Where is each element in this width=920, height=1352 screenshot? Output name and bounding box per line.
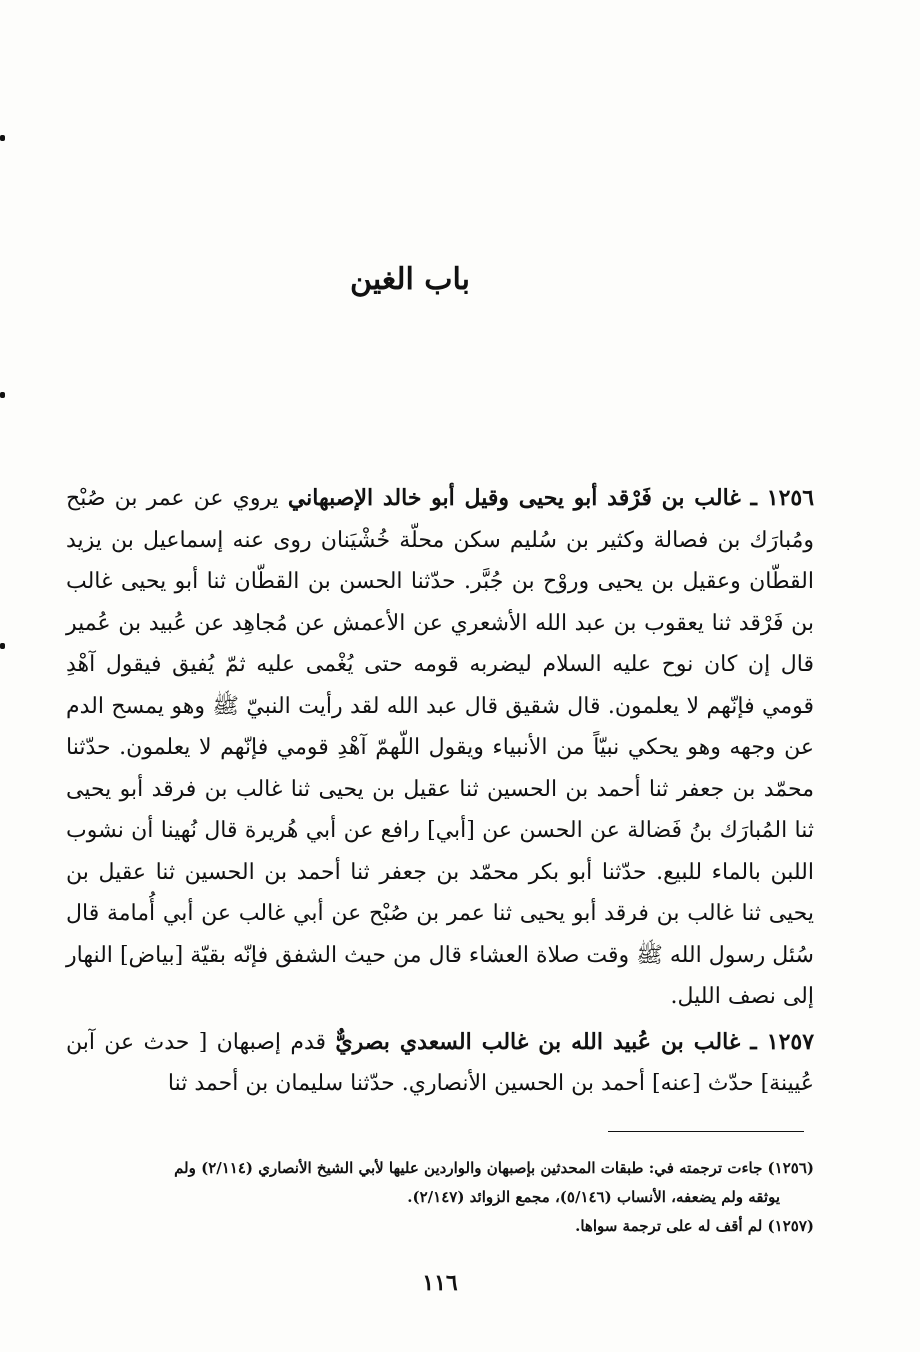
footnote-line: يوثقه ولم يضعفه، الأنساب (٥/١٤٦)، مجمع الزوائد (٢/١٤٧). — [407, 1188, 780, 1206]
footnote-line: (١٢٥٦) جاءت ترجمته في: طبقات المحدثين بإصبهان والواردين عليها لأبي الشيخ الأنصاري (٢/١١٤) ولم — [174, 1159, 814, 1177]
footnote-divider — [608, 1131, 804, 1132]
entry-body: قدم إصبهان [ حدث عن آبن عُيينة] حدّث [عنه] أحمد بن الحسين الأنصاري. حدّثنا سليمان بن أحمد ثنا — [66, 1029, 814, 1096]
chapter-title: باب الغين — [349, 262, 470, 297]
footnotes — [66, 1154, 814, 1241]
entry — [66, 1022, 814, 1105]
footnote-line: (١٢٥٧) لم أقف له على ترجمة سواها. — [575, 1217, 814, 1235]
entry — [66, 478, 814, 1018]
footnote — [66, 1154, 814, 1212]
entry-heading: ١٢٥٦ ـ غالب بن فَرْقد أبو يحيى وقيل أبو خالد الإصبهاني — [287, 485, 815, 511]
margin-mark — [0, 392, 5, 398]
entry-body: يروي عن عمر بن صُبْح ومُبارَك بن فصالة وكثير بن سُليم سكن محلّة خُشْيَنان روى عنه إسماعيل بن يزيد القطّان وعقيل بن يحيى وروْح بن جُبَّر. حدّثنا الحسن بن القطّان ثنا أبو يحيى غالب بن فَرْقد ثنا يعقوب بن عبد الله الأشعري عن الأعمش عن مُجاهِد عن عُبيد بن عُمير قال إن كان نوح عليه السلام ليضربه قومه حتى يُغْمى عليه ثمّ يُفيق فيقول آهْدِ قومي فإنّهم لا يعلمون. قال شقيق قال عبد الله لقد رأيت النبيّ ﷺ وهو يمسح الدم عن وجهه وهو يحكي نبيّاً من الأنبياء ويقول اللّهمّ آهْدِ قومي فإنّهم لا يعلمون. حدّثنا محمّد بن جعفر ثنا أحمد بن الحسين ثنا عقيل بن يحيى ثنا غالب بن فرقد أبو يحيى ثنا المُبارَك بنُ فَضالة عن الحسن عن [أبي] رافع عن أبي هُريرة قال نُهينا أن نشوب اللبن بالماء للبيع. حدّثنا أبو بكر محمّد بن جعفر ثنا أحمد بن الحسين ثنا عقيل بن يحيى ثنا غالب بن فرقد أبو يحيى ثنا عمر بن صُبْح عن أبي غالب عن أبي أُمامة قال سُئل رسول الله ﷺ وقت صلاة العشاء قال من حيث الشفق فإنّه بقيّة [بياض] النهار إلى نصف الليل. — [66, 486, 815, 1009]
footnote — [66, 1212, 814, 1241]
entry-heading: ١٢٥٧ ـ غالب بن عُبيد الله بن غالب السعدي بصريٌّ — [335, 1028, 815, 1055]
margin-mark — [0, 643, 5, 649]
margin-mark — [0, 135, 5, 141]
main-text — [66, 478, 814, 1109]
page-number: ١١٦ — [422, 1270, 458, 1296]
